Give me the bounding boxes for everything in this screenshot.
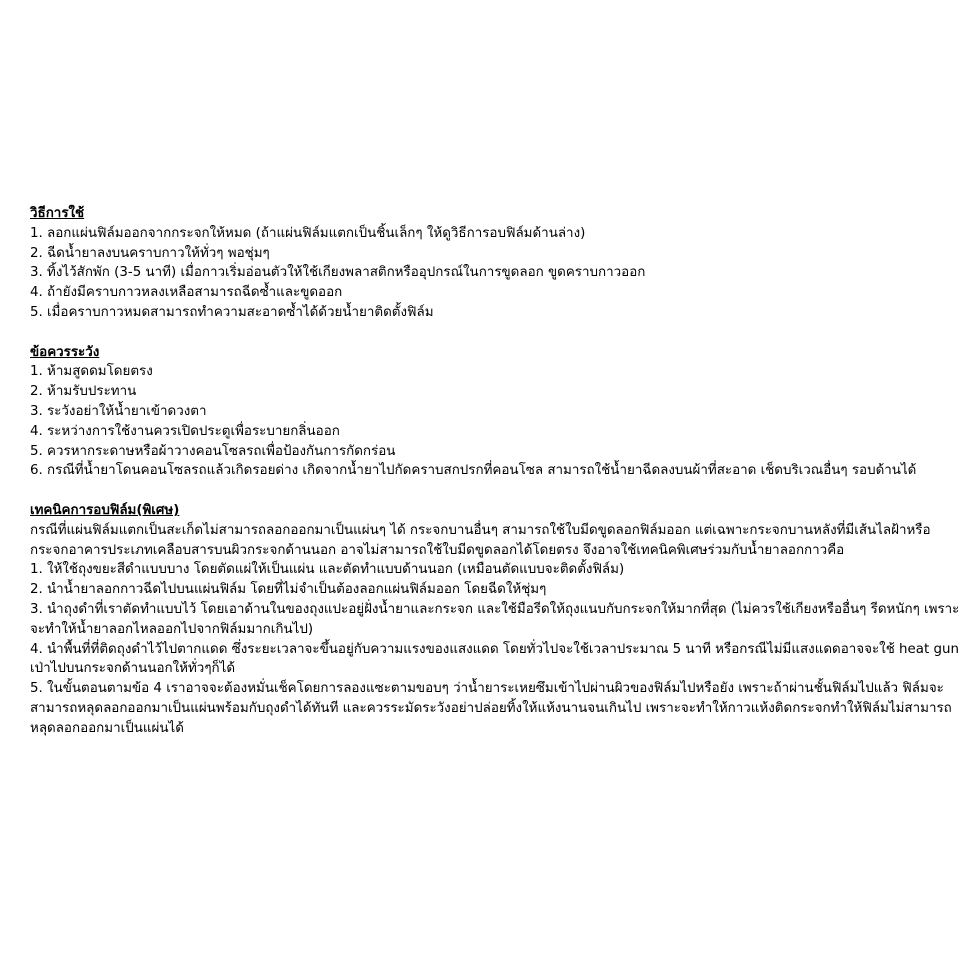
caution-item: 4. ระหว่างการใช้งานควรเปิดประตูเพื่อระบายกลิ่นออก (30, 423, 340, 439)
caution-item: 2. ห้ามรับประทาน (30, 384, 137, 400)
technique-intro: กรณีที่แผ่นฟิล์มแตกเป็นสะเก็ดไม่สามารถลอกออกมาเป็นแผ่นๆ ได้ กระจกบานอื่นๆ สามารถใช้ใบมีดขูดลอกฟิล์มออก แต่เฉพาะกระจกบานหลังที่มีเส้นไลฝ้าหรือกระจกอาคารประเภทเคลือบสารบนผิวกระจกด้านนอก อาจไม่สามารถใช้ใบมีดขูดลอกได้โดยตรง จึงอาจใช้เทคนิคพิเศษร่วมกับน้ำยาลอกกาวคือ (30, 522, 931, 558)
technique-heading: เทคนิคการอบฟิล์ม(พิเศษ) (30, 502, 180, 518)
cautions-heading: ข้อควรระวัง (30, 344, 100, 360)
section-spacer (30, 481, 965, 501)
section-spacer (30, 323, 965, 343)
technique-step: 2. นำน้ำยาลอกกาวฉีดไปบนแผ่นฟิล์ม โดยที่ไม่จำเป็นต้องลอกแผ่นฟิล์มออก โดยฉีดให้ชุ่มๆ (30, 582, 547, 598)
technique-step: 1. ให้ใช้ถุงขยะสีดำแบบบาง โดยตัดแผ่ให้เป็นแผ่น และตัดทำแบบด้านนอก (เหมือนตัดแบบจะติดตั้งฟิล์ม) (30, 562, 625, 578)
technique-step: 3. นำถุงดำที่เราตัดทำแบบไว้ โดยเอาด้านในของถุงแปะอยู่ฝั่งน้ำยาและกระจก และใช้มือรีดให้ถุงแนบกับกระจกให้มากที่สุด (ไม่ควรใช้เกียงหรืออื่นๆ รีดหนักๆ เพราะจะทำให้น้ำยาลอกไหลออกไปจากฟิล์มมากเกินไป) (30, 601, 960, 637)
usage-step: 2. ฉีดน้ำยาลงบนคราบกาวให้ทั่วๆ พอชุ่มๆ (30, 245, 270, 261)
caution-item: 5. ควรหากระดาษหรือผ้าวางคอนโซลรถเพื่อป้องกันการกัดกร่อน (30, 443, 396, 459)
usage-step: 1. ลอกแผ่นฟิล์มออกจากกระจกให้หมด (ถ้าแผ่นฟิล์มแตกเป็นชิ้นเล็กๆ ให้ดูวิธีการอบฟิล์มด้านล่าง) (30, 225, 586, 241)
caution-item: 3. ระวังอย่าให้น้ำยาเข้าดวงตา (30, 403, 207, 419)
technique-step: 4. นำพื้นที่ที่ติดถุงดำไว้ไปตากแดด ซึ่งระยะเวลาจะขึ้นอยู่กับความแรงของแสงแดด โดยทั่วไปจะใช้เวลาประมาณ 5 นาที หรือกรณีไม่มีแสงแดดอาจจะใช้ heat gun เป่าไปบนกระจกด้านนอกให้ทั่วๆก็ได้ (30, 641, 959, 677)
usage-step: 3. ทิ้งไว้สักพัก (3-5 นาที) เมื่อกาวเริ่มอ่อนตัวให้ใช้เกียงพลาสติกหรืออุปกรณ์ในการขูดลอก ขูดคราบกาวออก (30, 265, 646, 281)
instructions-document (30, 204, 965, 739)
technique-step: 5. ในขั้นตอนตามข้อ 4 เราอาจจะต้องหมั่นเช็คโดยการลองแซะตามขอบๆ ว่าน้ำยาระเหยซึมเข้าไปผ่านผิวของฟิล์มไปหรือยัง เพราะถ้าผ่านชั้นฟิล์มไปแล้ว ฟิล์มจะสามารถหลุดลอกออกมาเป็นแผ่นพร้อมกับถุงดำได้ทันที และควรระมัดระวังอย่าปล่อยทิ้งให้แห้งนานจนเกินไป เพราะจะทำให้กาวแห้งติดกระจกทำให้ฟิล์มไม่สามารถหลุดลอกออกมาเป็นแผ่นได้ (30, 681, 952, 736)
caution-item: 1. ห้ามสูดดมโดยตรง (30, 364, 153, 380)
usage-step: 4. ถ้ายังมีคราบกาวหลงเหลือสามารถฉีดซ้ำและขูดออก (30, 285, 343, 301)
usage-step: 5. เมื่อคราบกาวหมดสามารถทำความสะอาดซ้ำได้ด้วยน้ำยาติดตั้งฟิล์ม (30, 304, 434, 320)
caution-item: 6. กรณีที่น้ำยาโดนคอนโซลรถแล้วเกิดรอยด่าง เกิดจากน้ำยาไปกัดคราบสกปรกที่คอนโซล สามารถใช้น้ำยาฉีดลงบนผ้าที่สะอาด เช็ดบริเวณอื่นๆ รอบด้านได้ (30, 463, 917, 479)
usage-heading: วิธีการใช้ (30, 206, 85, 221)
